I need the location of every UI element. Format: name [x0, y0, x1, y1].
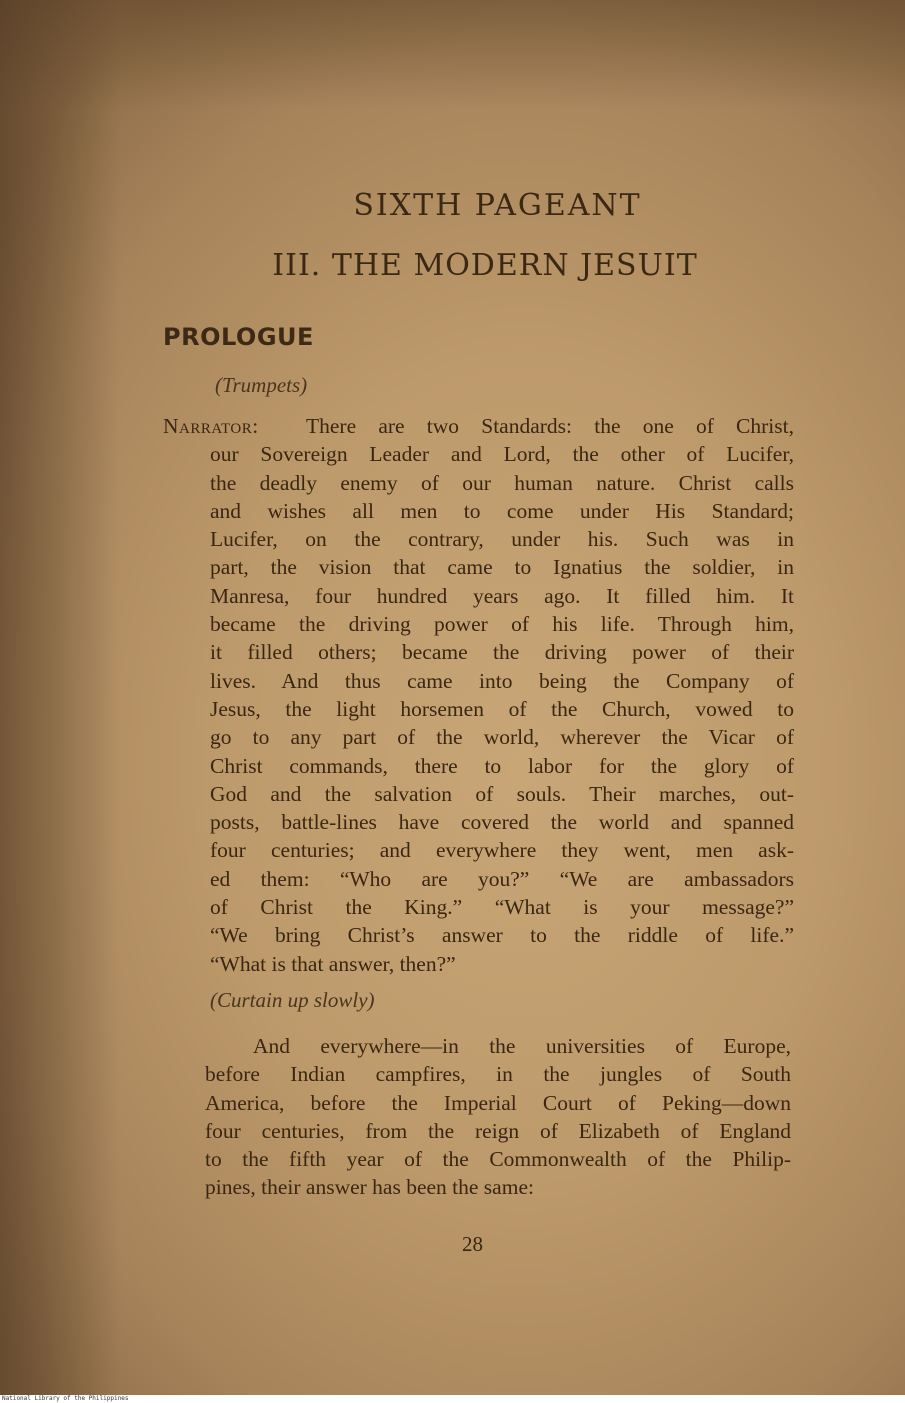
- speaker-label: Narrator:: [163, 414, 259, 438]
- text-line: Manresa, four hundred years ago. It filled him. It: [210, 583, 794, 608]
- text-line: God and the salvation of souls. Their marches, out-: [210, 781, 794, 806]
- text-line: four centuries; and everywhere they went, men ask-: [210, 838, 794, 863]
- prologue-heading: PROLOGUE: [163, 323, 314, 351]
- text-line: There are two Standards: the one of Christ,: [306, 414, 794, 438]
- text-line: Lucifer, on the contrary, under his. Such was in: [210, 527, 794, 552]
- section-title: III. THE MODERN JESUIT: [272, 248, 698, 283]
- text-line: it filled others; became the driving power of their: [210, 640, 794, 665]
- text-line: and wishes all men to come under His Standard;: [210, 498, 794, 523]
- stage-direction-trumpets: (Trumpets): [215, 373, 308, 397]
- narrator-text: [210, 412, 794, 978]
- text-line: part, the vision that came to Ignatius the soldier, in: [210, 555, 794, 580]
- text-line: posts, battle-lines have covered the world and spanned: [210, 810, 794, 835]
- text-line: ed them: “Who are you?” “We are ambassadors: [210, 866, 794, 891]
- text-line: “What is that answer, then?”: [210, 951, 456, 976]
- text-line: became the driving power of his life. Through him,: [210, 612, 794, 637]
- text-line: America, before the Imperial Court of Peking—down: [205, 1090, 791, 1115]
- paragraph-2: [205, 1032, 791, 1202]
- text-line: Jesus, the light horsemen of the Church, vowed to: [210, 696, 794, 721]
- pageant-title: SIXTH PAGEANT: [353, 188, 642, 223]
- page-number: 28: [462, 1232, 483, 1256]
- text-line: four centuries, from the reign of Elizabeth of England: [205, 1118, 791, 1143]
- text-line: our Sovereign Leader and Lord, the other of Lucifer,: [210, 442, 794, 467]
- text-line: And everywhere—in the universities of Europe,: [253, 1034, 791, 1058]
- text-line: go to any part of the world, wherever the Vicar of: [210, 725, 794, 750]
- text-line: Christ commands, there to labor for the glory of: [210, 753, 794, 778]
- text-line: of Christ the King.” “What is your message?”: [210, 895, 794, 920]
- text-line: lives. And thus came into being the Company of: [210, 668, 794, 693]
- narrator-speech: [163, 412, 794, 978]
- footer-credit: National Library of the Philippines: [2, 1395, 129, 1402]
- stage-direction-curtain: (Curtain up slowly): [210, 988, 375, 1012]
- text-line: the deadly enemy of our human nature. Christ calls: [210, 470, 794, 495]
- text-line: before Indian campfires, in the jungles of South: [205, 1062, 791, 1087]
- text-line: to the fifth year of the Commonwealth of the Philip-: [205, 1147, 791, 1172]
- text-line: “We bring Christ’s answer to the riddle of life.”: [210, 923, 794, 948]
- text-line: pines, their answer has been the same:: [205, 1175, 534, 1200]
- footer-strip: [0, 1395, 905, 1403]
